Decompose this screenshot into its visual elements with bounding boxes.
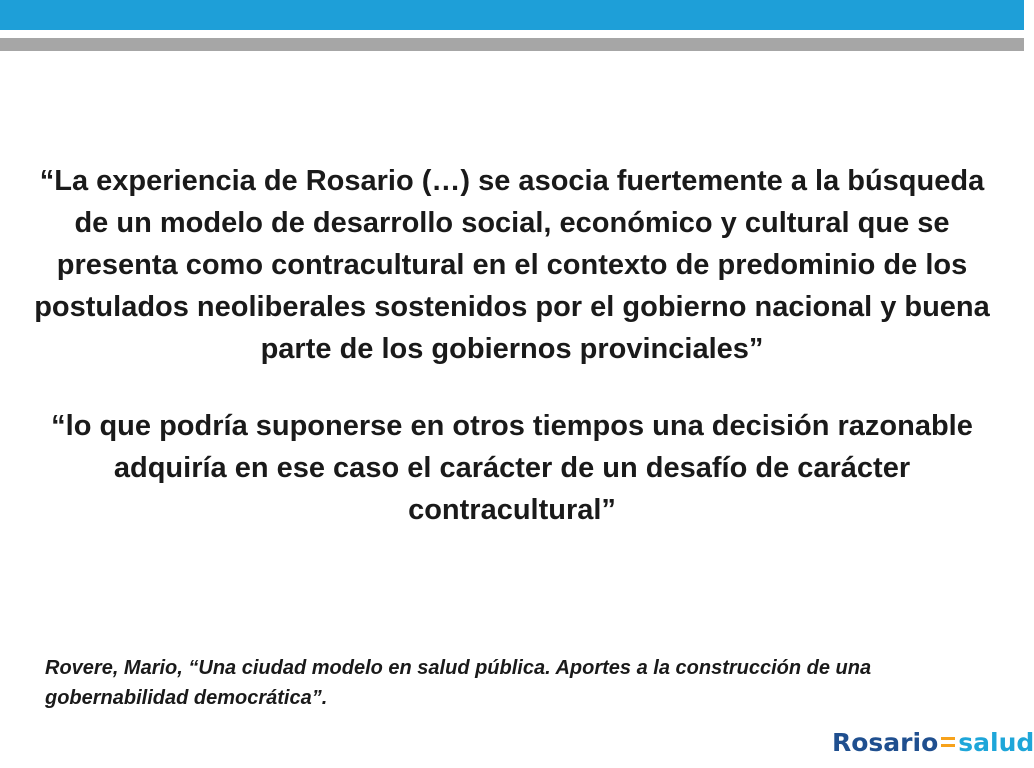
header-blue-bar <box>0 0 1024 30</box>
quote-first: “La experiencia de Rosario (…) se asocia fuertemente a la búsqueda de un modelo de desarrollo social, económico y cultural que se presenta como contracultural en el contexto de predominio de los postulados neoliberales sostenidos por el gobierno nacional y buena parte de los gobiernos provinciales” <box>34 165 990 365</box>
logo-text-rosario: Rosario <box>832 727 939 757</box>
citation: Rovere, Mario, “Una ciudad modelo en salud pública. Aportes a la construcción de una gobernabilidad democrática”. <box>45 657 872 709</box>
quote-second: “lo que podría suponerse en otros tiempos una decisión razonable adquiría en ese caso el carácter de un desafío de carácter contracultural” <box>51 410 973 526</box>
rosario-salud-logo <box>832 724 1034 760</box>
logo-text-salud: salud <box>958 727 1034 757</box>
header-gray-bar <box>0 38 1024 51</box>
equals-icon <box>941 732 955 752</box>
